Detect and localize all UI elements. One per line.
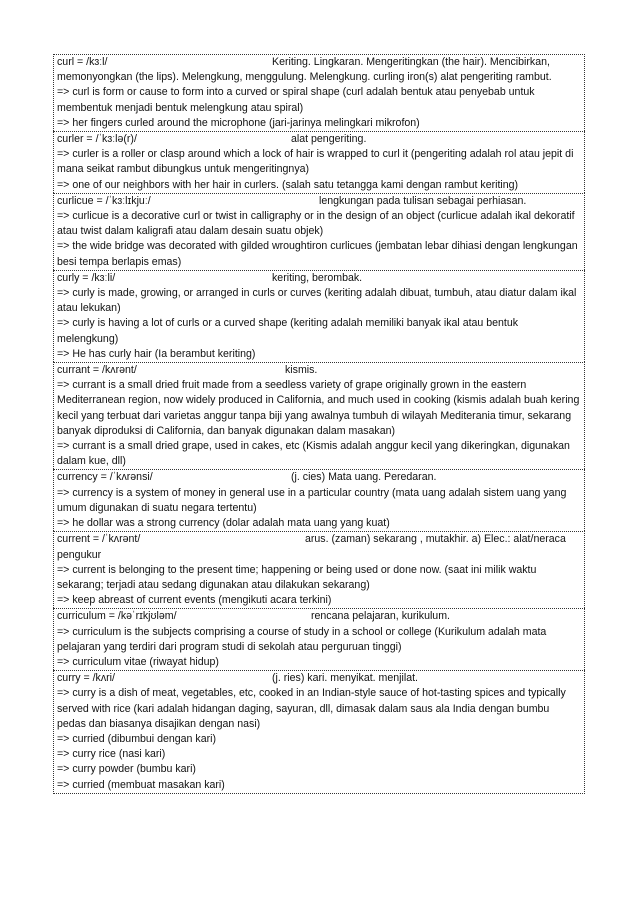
entry-header: [57, 55, 581, 70]
example-line: => curl is form or cause to form into a curved or spiral shape (curl adalah bentuk atau penyebab untuk membentuk menjadi bentuk melengkung atau spiral): [57, 86, 535, 114]
gloss: (j. ries) kari. menyikat. menjilat.: [272, 672, 418, 685]
headword: current = /ˈkʌrənt/: [57, 533, 141, 546]
entry-curry: [53, 670, 585, 794]
entry-curlicue: [53, 193, 585, 270]
entry-currant: [53, 362, 585, 469]
headword: curlicue = /ˈkɜːlɪkjuː/: [57, 194, 151, 207]
example-line: => curriculum vitae (riwayat hidup): [57, 655, 219, 668]
gloss: Keriting. Lingkaran. Mengeritingkan (the hair). Mencibirkan,: [272, 56, 550, 68]
entry-header: [57, 271, 581, 286]
gloss: arus. (zaman) sekarang , mutakhir. a) Elec.: alat/neraca: [305, 533, 566, 546]
example-line: => curly is having a lot of curls or a curved shape (keriting adalah memiliki banyak ikal atau bentuk melengkung): [57, 317, 519, 345]
headword: curry = /kʌri/: [57, 672, 115, 685]
entry-curler: [53, 131, 585, 193]
gloss: rencana pelajaran, kurikulum.: [311, 610, 450, 623]
example-line: => curried (dibumbui dengan kari): [57, 732, 216, 745]
example-line: => currency is a system of money in general use in a particular country (mata uang adalah sistem uang yang umum digunakan di suatu negara tertentu): [57, 486, 567, 514]
entry-curl: [53, 54, 585, 131]
headword: curriculum = /kəˈrɪkjʊləm/: [57, 610, 177, 623]
entry-header: [57, 132, 581, 147]
example-line: => keep abreast of current events (mengikuti acara terkini): [57, 594, 332, 607]
entry-header: [57, 671, 581, 686]
entry-header: [57, 609, 581, 624]
entry-header: [57, 194, 581, 209]
example-line: => her fingers curled around the microphone (jari-jarinya melingkari mikrofon): [57, 116, 420, 129]
example-line: => one of our neighbors with her hair in curlers. (salah satu tetangga kami dengan rambut keriting): [57, 178, 519, 191]
example-line: => current is belonging to the present time; happening or being used or done now. (saat ini milik waktu sekarang; terjadi atau sedang digunakan atau dilakukan sekarang): [57, 563, 537, 591]
entry-header: [57, 363, 581, 378]
gloss: (j. cies) Mata uang. Peredaran.: [291, 471, 437, 484]
dictionary-page: [53, 54, 585, 794]
definition-line: pengukur: [57, 548, 102, 561]
example-line: => curried (membuat masakan kari): [57, 778, 225, 791]
gloss: lengkungan pada tulisan sebagai perhiasan.: [319, 194, 527, 207]
example-line: => curly is made, growing, or arranged in curls or curves (keriting adalah dibuat, tumbuh, atau diatur dalam ikal atau lekukan): [57, 287, 577, 315]
entry-header: [57, 470, 581, 485]
headword: currant = /kʌrənt/: [57, 364, 137, 377]
headword: curl = /kɜːl/: [57, 56, 108, 68]
example-line: => currant is a small dried grape, used in cakes, etc (Kismis adalah anggur kecil yang dikeringkan, digunakan dalam kue, dll): [57, 440, 570, 468]
example-line: => curriculum is the subjects comprising a course of study in a school or college (Kurikulum adalah mata pelajaran yang terdiri dari program studi di sekolah atau perguruan tinggi): [57, 625, 547, 653]
headword: curler = /ˈkɜːlə(r)/: [57, 133, 137, 146]
gloss: alat pengeriting.: [291, 133, 367, 146]
example-line: => curlicue is a decorative curl or twist in calligraphy or in the design of an object (curlicue adalah ikal dekoratif atau twist dalam kaligrafi atau dalam desain suatu objek): [57, 210, 575, 238]
entry-current: [53, 531, 585, 608]
entry-curly: [53, 270, 585, 362]
definition-line: memonyongkan (the lips). Melengkung, menggulung. Melengkung. curling iron(s) alat pengeriting rambut.: [57, 71, 552, 84]
headword: currency = /ˈkʌrənsi/: [57, 471, 153, 484]
example-line: => curry powder (bumbu kari): [57, 763, 196, 776]
example-line: => He has curly hair (Ia berambut keriting): [57, 347, 256, 360]
example-line: => he dollar was a strong currency (dolar adalah mata uang yang kuat): [57, 517, 390, 530]
entry-currency: [53, 469, 585, 531]
example-line: => currant is a small dried fruit made from a seedless variety of grape originally grown in the eastern Mediterranean region, now widely produced in California, and much used in cooking (kismis adalah buah kering kecil yang terbuat dari varietas anggur tanpa biji yang awalnya tumbuh di wilayah Mediterania timur, sekarang banyak diproduksi di California, dan banyak digunakan dalam masakan): [57, 379, 580, 437]
entry-curriculum: [53, 608, 585, 670]
gloss: kismis.: [285, 364, 318, 377]
example-line: => the wide bridge was decorated with gilded wroughtiron curlicues (jembatan lebar dihiasi dengan lengkungan besi tempa berlapis emas): [57, 240, 578, 268]
example-line: => curry is a dish of meat, vegetables, etc, cooked in an Indian-style sauce of hot-tasting spices and typically served with rice (kari adalah hidangan daging, sayuran, dll, dimasak dalam saus ala India dengan bumbu pedas dan biasanya disajikan dengan nasi): [57, 687, 566, 730]
example-line: => curler is a roller or clasp around which a lock of hair is wrapped to curl it (pengeriting adalah rol atau jepit di mana seikat rambut dibungkus untuk mengeritingnya): [57, 148, 574, 176]
entry-header: [57, 532, 581, 547]
gloss: keriting, berombak.: [272, 271, 363, 284]
headword: curly = /kɜːli/: [57, 271, 116, 284]
example-line: => curry rice (nasi kari): [57, 748, 166, 761]
